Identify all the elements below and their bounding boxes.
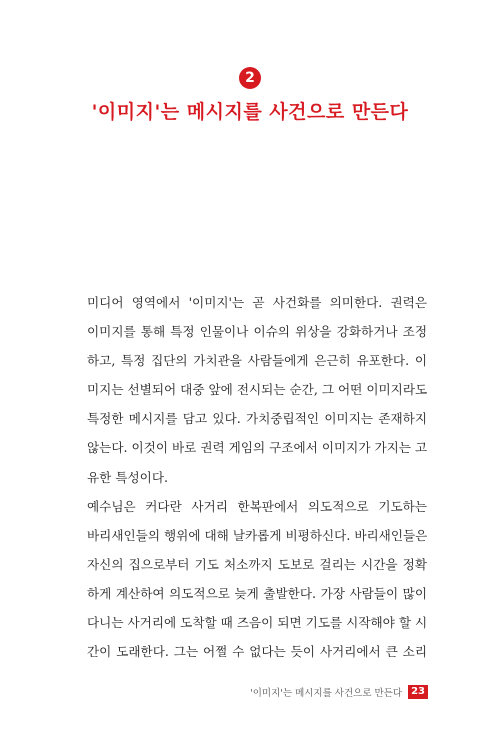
body-text (87, 288, 427, 666)
body-line: 하고, 특정 집단의 가치관을 사람들에게 은근히 유포한다. 이 (87, 353, 427, 369)
body-line: 미지는 선별되어 대중 앞에 전시되는 순간, 그 어떤 이미지라도 (87, 382, 428, 398)
body-line: 특정한 메시지를 담고 있다. 가치중립적인 이미지는 존재하지 (87, 411, 427, 427)
body-line: 하게 계산하여 의도적으로 늦게 출발한다. 가장 사람들이 많이 (87, 585, 427, 601)
page-footer (250, 685, 428, 699)
body-line: 예수님은 커다란 사거리 한복판에서 의도적으로 기도하는 (87, 498, 427, 514)
body-line: 바리새인들의 행위에 대해 날카롭게 비평하신다. 바리새인들은 (87, 527, 428, 543)
running-title: '이미지'는 메시지를 사건으로 만든다 (250, 688, 403, 699)
body-line: 미디어 영역에서 '이미지'는 곧 사건화를 의미한다. 권력은 (87, 295, 427, 310)
body-line: 않는다. 이것이 바로 권력 게임의 구조에서 이미지가 가지는 고 (87, 440, 428, 456)
chapter-title: '이미지'는 메시지를 사건으로 만든다 (91, 101, 409, 123)
body-line: 간이 도래한다. 그는 어쩔 수 없다는 듯이 사거리에서 큰 소리 (87, 644, 427, 660)
body-line: 자신의 집으로부터 기도 처소까지 도보로 걸리는 시간을 정확 (87, 556, 427, 572)
body-line: 이미지를 통해 특정 인물이나 이슈의 위상을 강화하거나 조정 (87, 324, 427, 340)
chapter-number-badge: 2 (239, 67, 261, 89)
body-line: 유한 특성이다. (87, 469, 168, 485)
body-line: 다니는 사거리에 도착할 때 즈음이 되면 기도를 시작해야 할 시 (87, 615, 428, 631)
page-number: 23 (408, 685, 428, 699)
